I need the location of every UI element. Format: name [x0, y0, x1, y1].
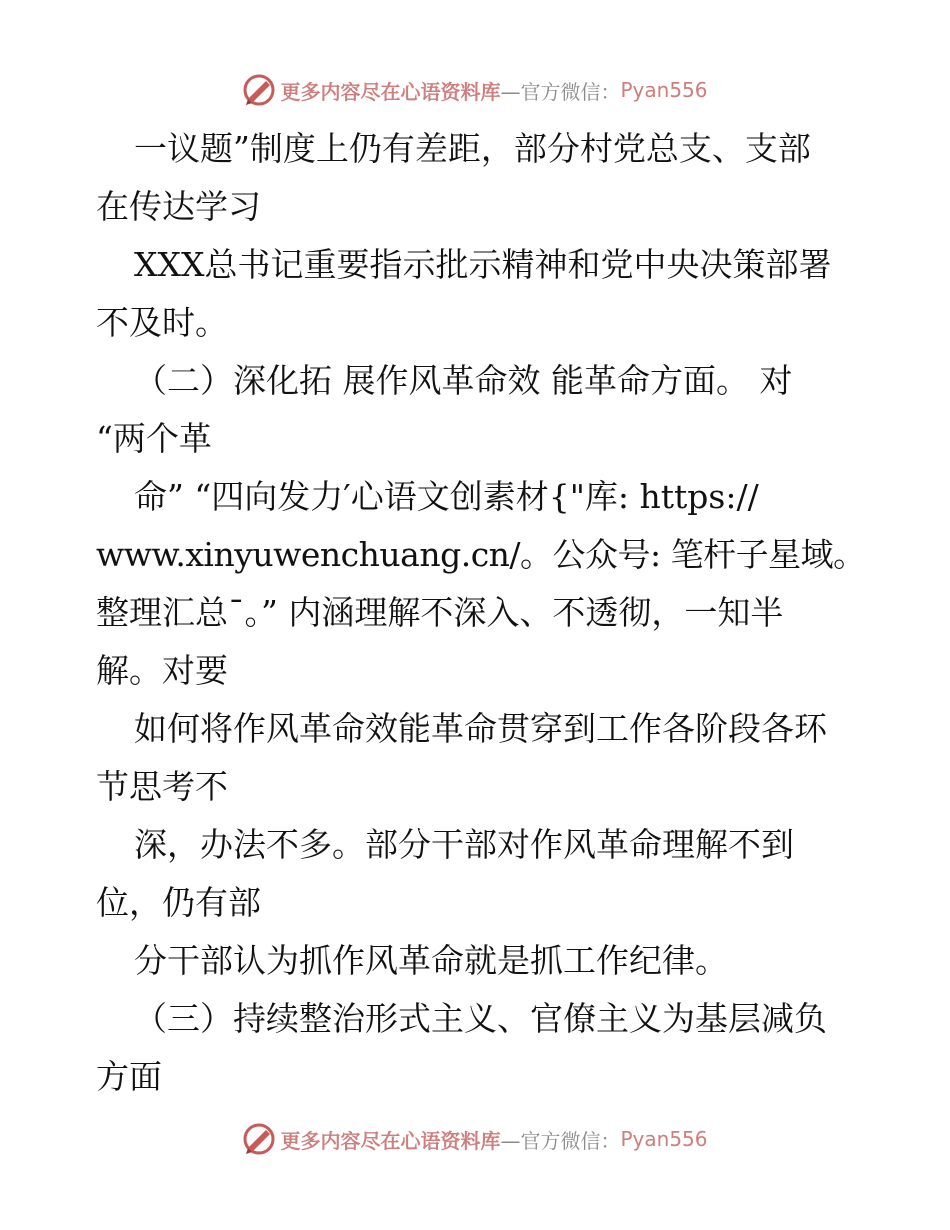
body-line-14: 位，仍有部: [96, 883, 261, 922]
footer-banner-title: 更多内容尽在心语资料库: [280, 1128, 501, 1153]
body-line-1: 一议题”制度上仍有差距，部分村党总支、支部: [134, 129, 811, 168]
body-line-2: 在传达学习: [96, 187, 261, 226]
header-banner-title: 更多内容尽在心语资料库: [280, 79, 501, 104]
pen-logo-icon: [242, 73, 276, 107]
header-watermark-banner: [0, 70, 950, 110]
footer-banner-wechat-id: Pyan556: [620, 1127, 708, 1151]
body-line-7: 命” “四向发力′心语文创素材{"库: https://: [134, 477, 759, 516]
body-line-12: 节思考不: [96, 767, 228, 806]
body-line-11: 如何将作风革命效能革命贯穿到工作各阶段各环: [134, 709, 827, 748]
body-line-9: 整理汇总¯。” 内涵理解不深入、不透彻，一知半: [96, 593, 784, 632]
body-line-16: （三）持续整治形式主义、官僚主义为基层减负: [134, 999, 827, 1038]
pen-logo-icon: [242, 1122, 276, 1156]
body-line-17: 方面: [96, 1057, 162, 1096]
footer-banner-separator: —官方微信：: [500, 1128, 621, 1153]
header-banner-separator: —官方微信：: [500, 79, 621, 104]
document-body: [96, 120, 866, 1106]
body-line-8: www.xinyuwenchuang.cn/。公众号: 笔杆子星域。: [96, 535, 866, 574]
body-line-15: 分干部认为抓作风革命就是抓工作纪律。: [134, 941, 728, 980]
header-banner-wechat-id: Pyan556: [620, 78, 708, 102]
body-line-10: 解。对要: [96, 651, 228, 690]
body-line-3: XXX总书记重要指示批示精神和党中央决策部署: [134, 245, 832, 284]
body-line-4: 不及时。: [96, 303, 228, 342]
footer-watermark-banner: [0, 1119, 950, 1159]
body-line-5: （二）深化拓 展作风革命效 能革命方面。 对: [134, 361, 793, 400]
body-line-6: “两个革: [96, 419, 212, 458]
body-line-13: 深，办法不多。部分干部对作风革命理解不到: [134, 825, 794, 864]
